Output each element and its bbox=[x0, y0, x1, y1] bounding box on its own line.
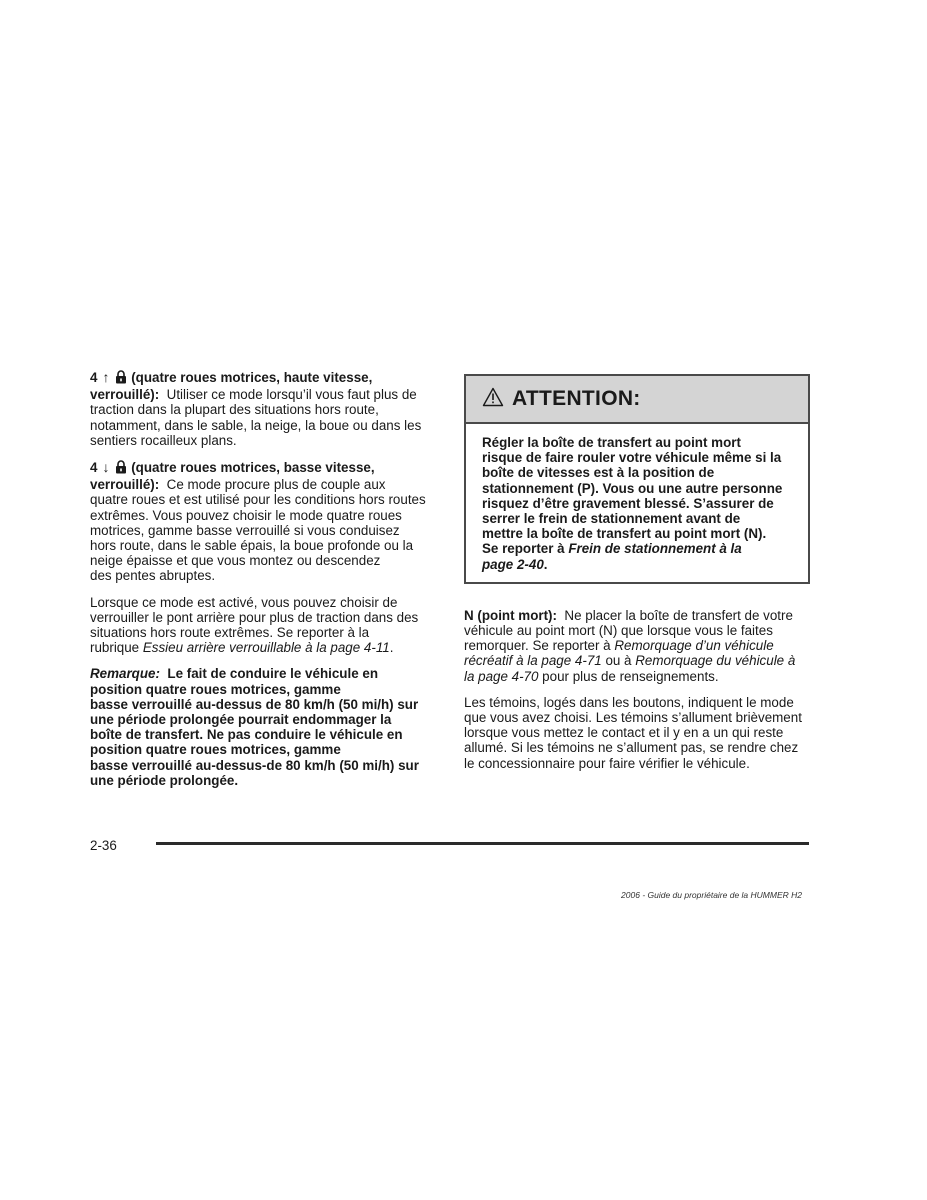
text-line: boîte de transfert. Ne pas conduire le véhicule en bbox=[90, 727, 403, 743]
footer-rule bbox=[156, 842, 809, 845]
left-column bbox=[90, 370, 440, 797]
paragraph-4lo-lock bbox=[90, 460, 440, 584]
text-line: position quatre roues motrices, gamme bbox=[90, 681, 341, 697]
mode-heading: (quatre roues motrices, haute vitesse, bbox=[131, 370, 373, 385]
text-line: serrer le frein de stationnement avant de bbox=[482, 511, 741, 527]
text-line: position quatre roues motrices, gamme bbox=[90, 742, 341, 758]
text-line: extrêmes. Vous pouvez choisir le mode quatre roues bbox=[90, 507, 402, 523]
right-column bbox=[464, 374, 810, 779]
mode-number: 4 bbox=[90, 460, 98, 476]
up-arrow-icon: ↑ bbox=[102, 369, 110, 385]
text-line: Ce mode procure plus de couple aux bbox=[166, 477, 386, 493]
text-line: risquez d’être gravement blessé. S’assurer de bbox=[482, 495, 774, 511]
cross-reference: récréatif à la page 4-71 bbox=[464, 653, 602, 669]
text-line: Régler la boîte de transfert au point mort bbox=[482, 435, 741, 450]
lock-icon bbox=[115, 370, 127, 387]
text-line: Les témoins, logés dans les boutons, indiquent le mode bbox=[464, 694, 794, 710]
text-line: neige épaisse et que vous montez ou descendez bbox=[90, 553, 381, 569]
attention-body bbox=[466, 424, 808, 582]
attention-box bbox=[464, 374, 810, 584]
text-line: une période prolongée. bbox=[90, 772, 239, 788]
text-line: stationnement (P). Vous ou une autre personne bbox=[482, 480, 783, 496]
text-line: une période prolongée pourrait endommager la bbox=[90, 712, 392, 728]
attention-title: ATTENTION: bbox=[512, 387, 641, 411]
text-line: notamment, dans le sable, la neige, la boue ou dans les bbox=[90, 417, 422, 433]
cross-reference: page 2-40 bbox=[482, 556, 544, 572]
text-line: que vous avez choisi. Les témoins s’allument brièvement bbox=[464, 710, 802, 726]
text-line: Utiliser ce mode lorsqu’il vous faut plus de bbox=[166, 387, 417, 403]
cross-reference: Frein de stationnement à la bbox=[568, 541, 742, 557]
text-line: traction dans la plupart des situations hors route, bbox=[90, 402, 379, 418]
text-line: basse verrouillé au-dessus de 80 km/h (50 mi/h) sur bbox=[90, 696, 419, 712]
text-line: Le fait de conduire le véhicule en bbox=[167, 666, 378, 682]
text-line: motrices, gamme basse verrouillé si vous conduisez bbox=[90, 522, 400, 538]
cross-reference: Remorquage du véhicule à bbox=[635, 653, 796, 669]
text-line: mettre la boîte de transfert au point mort (N). bbox=[482, 526, 767, 542]
text-line: véhicule au point mort (N) que lorsque vous le faites bbox=[464, 623, 773, 639]
warning-triangle-icon bbox=[482, 387, 504, 410]
text-line: . bbox=[543, 556, 548, 572]
text-line: situations hors route extrêmes. Se reporter à la bbox=[90, 625, 370, 641]
text-line: quatre roues et est utilisé pour les conditions hors routes bbox=[90, 492, 426, 508]
attention-header bbox=[466, 376, 808, 424]
down-arrow-icon: ↓ bbox=[102, 459, 110, 476]
text-line: Se reporter à bbox=[482, 541, 569, 557]
text-line: basse verrouillé au-dessus-de 80 km/h (50 mi/h) sur bbox=[90, 757, 419, 773]
text-line: allumé. Si les témoins ne s’allument pas, se rendre chez bbox=[464, 740, 799, 756]
mode-heading-end: verrouillé): bbox=[90, 387, 160, 403]
text-line: ou à bbox=[601, 653, 636, 669]
mode-heading-end: verrouillé): bbox=[90, 477, 160, 493]
text-line: lorsque vous mettez le contact et il y en a un qui reste bbox=[464, 725, 784, 741]
note-label: Remarque: bbox=[90, 666, 160, 682]
text-line: hors route, dans le sable épais, la boue profonde ou la bbox=[90, 538, 414, 554]
footer-text: 2006 - Guide du propriétaire de la HUMMER H2 bbox=[621, 890, 802, 900]
cross-reference: la page 4-70 bbox=[464, 668, 539, 684]
text-line: boîte de vitesses est à la position de bbox=[482, 465, 715, 481]
page-number: 2-36 bbox=[90, 838, 117, 853]
text-line: remorquer. Se reporter à bbox=[464, 638, 615, 654]
paragraph-4hi-lock bbox=[90, 370, 440, 448]
lock-icon bbox=[115, 460, 127, 477]
paragraph-rear-axle bbox=[90, 595, 440, 656]
text-line: des pentes abruptes. bbox=[90, 568, 216, 584]
text-line: pour plus de renseignements. bbox=[538, 668, 719, 684]
text-line: Ne placer la boîte de transfert de votre bbox=[564, 607, 793, 623]
text-line: risque de faire rouler votre véhicule même si la bbox=[482, 450, 782, 466]
mode-number: 4 bbox=[90, 370, 98, 385]
mode-heading: (quatre roues motrices, basse vitesse, bbox=[131, 460, 375, 476]
paragraph-indicators bbox=[464, 695, 810, 771]
cross-reference: Essieu arrière verrouillable à la page 4-11 bbox=[142, 640, 390, 656]
paragraph-remarque bbox=[90, 666, 440, 788]
cross-reference: Remorquage d’un véhicule bbox=[614, 638, 774, 654]
text-line: verrouiller le pont arrière pour plus de traction dans des bbox=[90, 609, 419, 625]
text-line: rubrique bbox=[90, 640, 143, 656]
text-line: le concessionnaire pour faire vérifier le véhicule. bbox=[464, 755, 750, 771]
text-line: . bbox=[389, 640, 394, 656]
neutral-heading: N (point mort): bbox=[464, 607, 557, 623]
text-line: sentiers rocailleux plans. bbox=[90, 432, 237, 448]
paragraph-neutral bbox=[464, 608, 810, 684]
text-line: Lorsque ce mode est activé, vous pouvez choisir de bbox=[90, 594, 398, 610]
